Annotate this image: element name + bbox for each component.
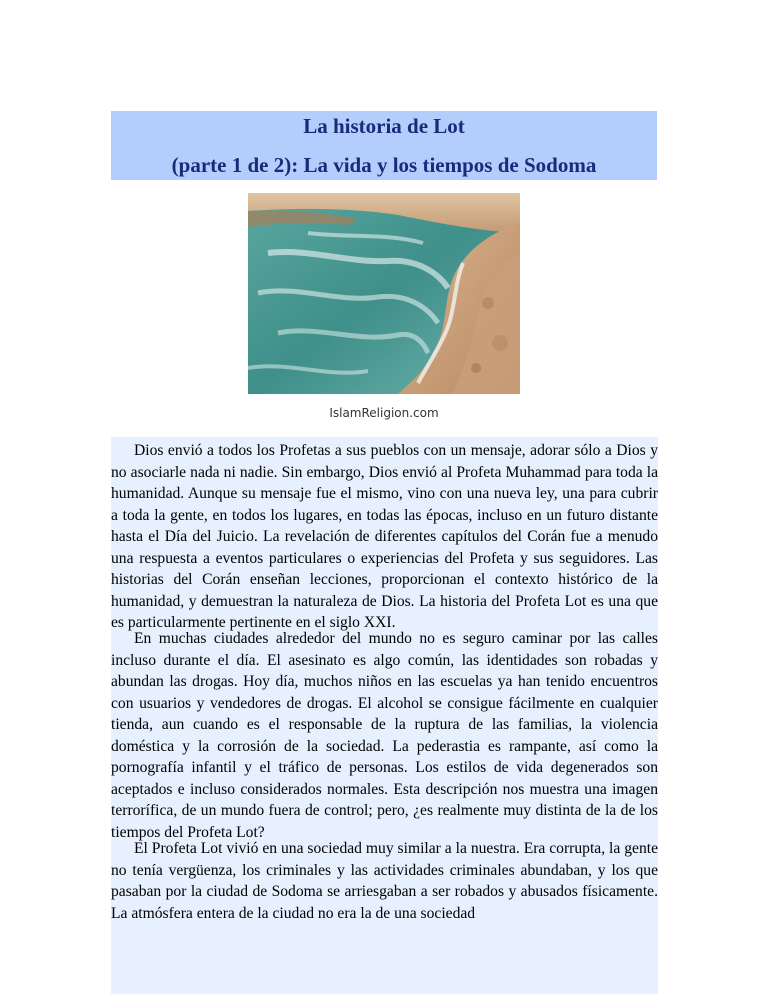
page-title: La historia de Lot bbox=[303, 114, 465, 138]
title-banner bbox=[111, 111, 657, 180]
page-subtitle: (parte 1 de 2): La vida y los tiempos de Sodoma bbox=[171, 153, 597, 177]
paragraph-2: En muchas ciudades alrededor del mundo no es seguro caminar por las calles incluso durante el día. El asesinato es algo común, las identidades son robadas y abundan las drogas. Hoy día, muchos niños en las escuelas ya han tenido encuentros con usuarios y vendedores de drogas. El alcohol se consigue fácilmente en cualquier tienda, aun cuando es el responsable de la ruptura de las familias, la violencia doméstica y la corrosión de la sociedad. La pederastia es rampante, así como la pornografía infantil y el tráfico de personas. Los estilos de vida degenerados son aceptados e incluso considerados normales. Esta descripción nos muestra una imagen terrorífica, de un mundo fuera de control; pero, ¿es realmente muy distinta de la de los tiempos del Profeta Lot? bbox=[111, 630, 658, 841]
paragraph-1: Dios envió a todos los Profetas a sus pueblos con un mensaje, adorar sólo a Dios y no asociarle nada ni nadie. Sin embargo, Dios envió al Profeta Muhammad para toda la humanidad. Aunque su mensaje fue el mismo, vino con una nueva ley, una para cubrir a toda la gente, en todos los lugares, en todas las épocas, incluso en un futuro distante hasta el Día del Juicio. La revelación de diferentes capítulos del Corán fue a menudo una respuesta a eventos particulares o experiencias del Profeta y sus seguidores. Las historias del Corán enseñan lecciones, proporcionan el contexto histórico de la humanidad, y demuestran la naturaleza de Dios. La historia del Profeta Lot es una que es particularmente pertinente en el siglo XXI. bbox=[111, 442, 658, 631]
coastline-photo bbox=[248, 193, 520, 394]
image-caption: IslamReligion.com bbox=[329, 406, 439, 420]
paragraph-3: El Profeta Lot vivió en una sociedad muy similar a la nuestra. Era corrupta, la gente no tenía vergüenza, los criminales y las actividades criminales abundaban, y los que pasaban por la ciudad de Sodoma se arriesgaban a ser robados y abusados físicamente. La atmósfera entera de la ciudad no era la de una sociedad bbox=[111, 840, 658, 922]
